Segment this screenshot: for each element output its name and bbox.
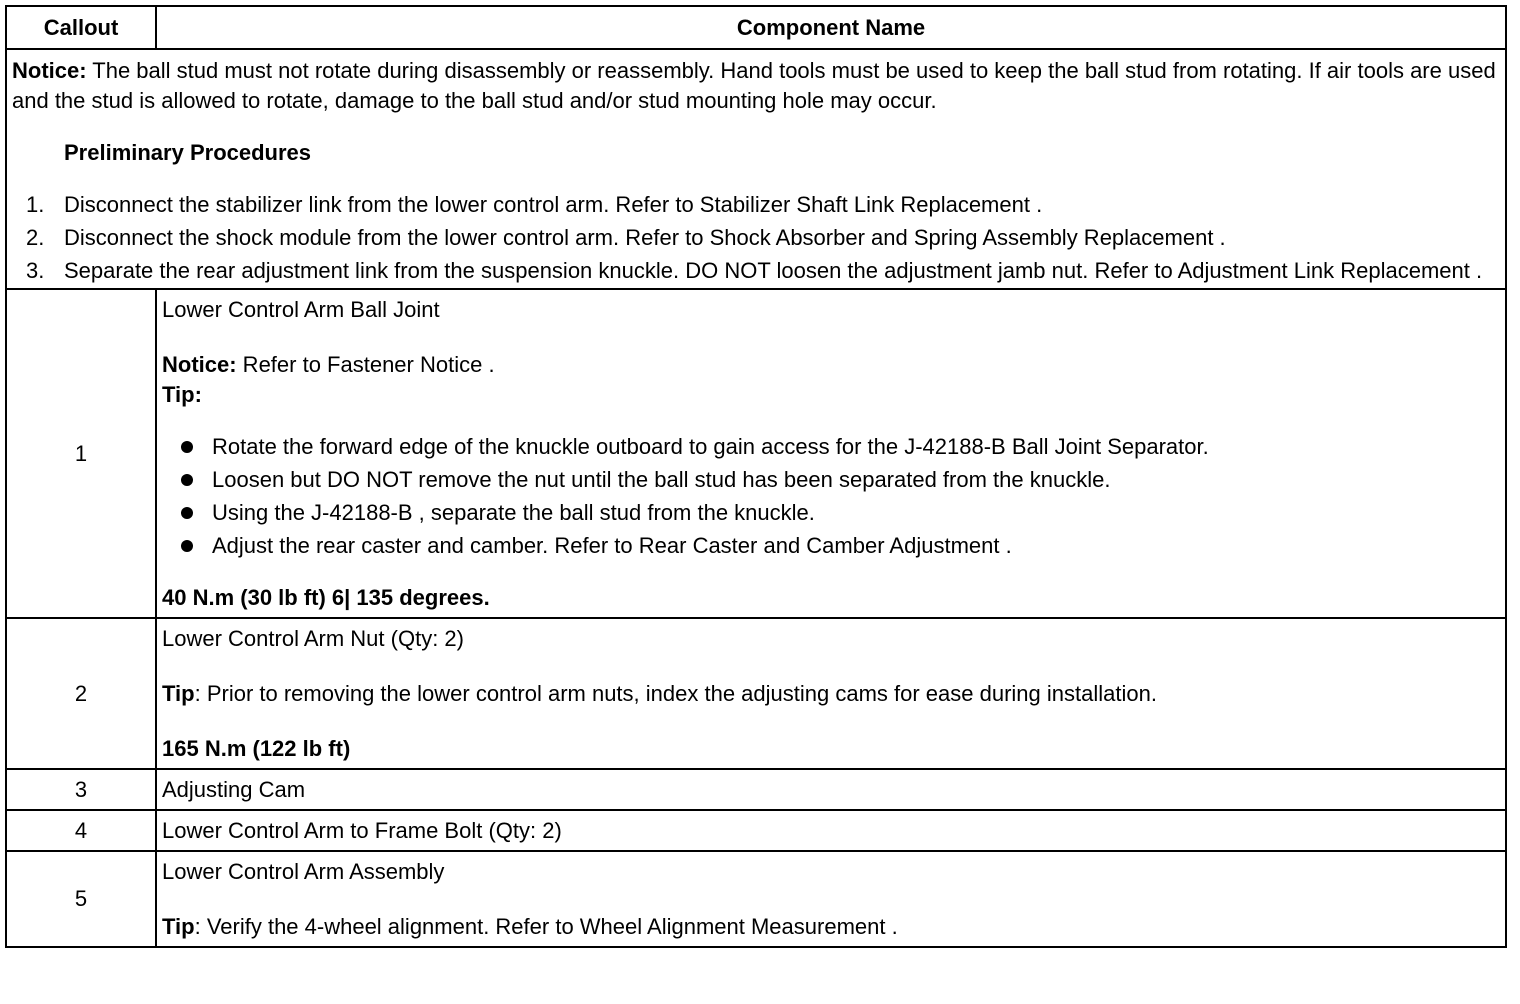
step-number: 1. [26,192,45,217]
component-title: Lower Control Arm Assembly [162,859,445,884]
table-row [6,810,1506,851]
component-tip [162,912,1501,942]
intro-notice [12,56,1501,116]
bullet-text: Rotate the forward edge of the knuckle outboard to gain access for the J-42188-B Ball Joint Separator. [212,434,1209,459]
table-header-row [6,6,1506,49]
component-title: Lower Control Arm Nut (Qty: 2) [162,626,464,651]
tip-label: Tip [162,914,195,939]
step-text: Disconnect the shock module from the lower control arm. Refer to Shock Absorber and Spring Assembly Replacement . [64,225,1226,250]
intro-row [6,49,1506,289]
component-tip [162,679,1501,709]
component-cell [156,851,1506,947]
table-row [6,851,1506,947]
step-item [12,256,1501,286]
bullet-icon [181,441,193,453]
list-item [162,531,1501,561]
component-cell [156,618,1506,769]
intro-cell [6,49,1506,289]
component-notice [162,350,1501,380]
tip-label: Tip [162,681,195,706]
list-item [162,465,1501,495]
torque-spec: 40 N.m (30 lb ft) 6| 135 degrees. [162,585,490,610]
notice-label: Notice: [162,352,237,377]
component-title: Lower Control Arm to Frame Bolt (Qty: 2) [162,818,562,843]
component-table [5,5,1507,948]
callout-number: 1 [6,289,156,618]
callout-number: 4 [6,810,156,851]
bullet-text: Using the J-42188-B , separate the ball stud from the knuckle. [212,500,815,525]
table-row [6,769,1506,810]
component-cell [156,769,1506,810]
callout-number: 3 [6,769,156,810]
bullet-icon [181,474,193,486]
tip-text: : Verify the 4-wheel alignment. Refer to Wheel Alignment Measurement . [194,914,898,939]
torque-spec: 165 N.m (122 lb ft) [162,736,351,761]
step-text: Disconnect the stabilizer link from the lower control arm. Refer to Stabilizer Shaft Link Replacement . [64,192,1043,217]
list-item [162,498,1501,528]
bullet-text: Adjust the rear caster and camber. Refer to Rear Caster and Camber Adjustment . [212,533,1012,558]
notice-text: Refer to Fastener Notice . [236,352,495,377]
component-title: Lower Control Arm Ball Joint [162,297,440,322]
step-number: 2. [26,225,45,250]
component-cell [156,289,1506,618]
callout-number: 5 [6,851,156,947]
notice-text: The ball stud must not rotate during disassembly or reassembly. Hand tools must be used to keep the ball stud from rotating. If air tools are used and the stud is allowed to rotate, damage to the ball stud and/or stud mounting hole may occur. [12,58,1496,113]
notice-label: Notice: [12,58,87,83]
step-item [12,190,1501,220]
component-tip [162,380,1501,410]
step-number: 3. [26,258,45,283]
header-component-name: Component Name [156,6,1506,49]
header-callout: Callout [6,6,156,49]
step-text: Separate the rear adjustment link from the suspension knuckle. DO NOT loosen the adjustment jamb nut. Refer to Adjustment Link Replacement . [64,258,1483,283]
bullet-icon [181,540,193,552]
preliminary-heading: Preliminary Procedures [64,140,312,165]
tip-colon: : [194,382,202,407]
tip-bullet-list [162,432,1501,561]
component-cell [156,810,1506,851]
callout-number: 2 [6,618,156,769]
table-row [6,289,1506,618]
tip-text: : Prior to removing the lower control arm nuts, index the adjusting cams for ease during installation. [194,681,1157,706]
bullet-text: Loosen but DO NOT remove the nut until the ball stud has been separated from the knuckle. [212,467,1111,492]
table-row [6,618,1506,769]
list-item [162,432,1501,462]
tip-label: Tip [162,382,195,407]
bullet-icon [181,507,193,519]
component-title: Adjusting Cam [162,777,306,802]
preliminary-steps [12,190,1501,286]
step-item [12,223,1501,253]
